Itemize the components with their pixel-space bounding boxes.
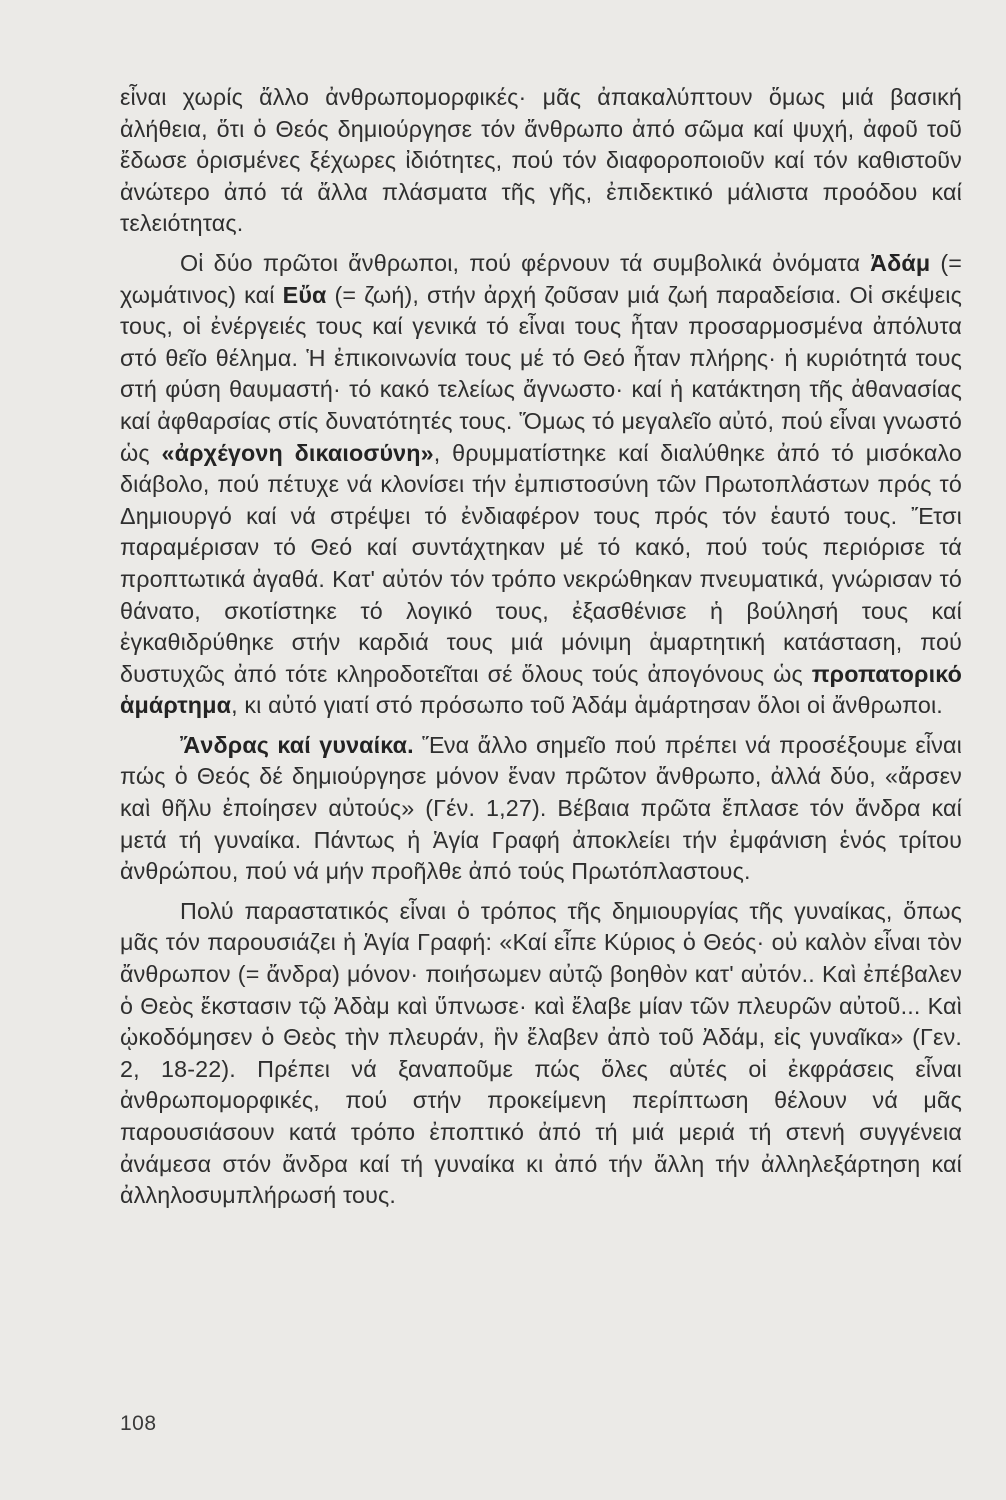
body-text (120, 82, 962, 1212)
text-run: Οἱ δύο πρῶτοι ἄνθρωποι, πού φέρνουν τά συμβολικά ὀνόματα (180, 249, 871, 276)
paragraph-1 (120, 82, 962, 240)
paragraph-2 (120, 248, 962, 722)
paragraph-gap (120, 240, 962, 248)
emphasis-text: προπατορικό ἁμάρτημα (120, 660, 962, 719)
paragraph-gap (120, 888, 962, 896)
text-run: Πολύ παραστατικός εἶναι ὁ τρόπος τῆς δημιουργίας τῆς γυναίκας, ὅπως μᾶς τόν παρουσιάζει ἡ Ἁγία Γραφή: «Καί εἶπε Κύριος ὁ Θεός· οὐ καλὸν εἶναι τὸν ἄνθρωπον (= ἄνδρα) μόνον· ποιήσωμεν αὐτῷ βοηθὸν κατ' αὐτόν.. Καὶ ἐπέβαλεν ὁ Θεὸς ἔκστασιν τῷ Ἀδὰμ καὶ ὕπνωσε· καὶ ἔλαβε μίαν τῶν πλευρῶν αὐτοῦ... Καὶ ᾠκοδόμησεν ὁ Θεὸς τὴν πλευράν, ἣν ἔλαβεν ἀπὸ τοῦ Ἀδάμ, εἰς γυναῖκα» (Γεν. 2, 18-22). Πρέπει νά ξαναποῦμε πώς ὅλες αὐτές οἱ ἐκφράσεις εἶναι ἀνθρωπομορφικές, πού στήν προκείμενη περίπτωση θέλουν νά μᾶς παρουσιάσουν κατά τρόπο ἐποπτικό ἀπό τή μιά μεριά τή στενή συγγένεια ἀνάμεσα στόν ἄνδρα καί τή γυναίκα κι ἀπό τήν ἄλλη τήν ἀλληλεξάρτηση καί ἀλληλοσυμπλήρωσή τους. (120, 897, 962, 1209)
text-run: , κι αὐτό γιατί στό πρόσωπο τοῦ Ἀδάμ ἁμάρτησαν ὅλοι οἱ ἄνθρωποι. (231, 692, 943, 719)
emphasis-text: «ἀρχέγονη δικαιοσύνη» (161, 439, 434, 466)
text-run: Ἕνα ἄλλο σημεῖο πού πρέπει νά προσέξουμε εἶναι πώς ὁ Θεός δέ δημιούργησε μόνον ἕναν πρῶτον ἄνθρωπο, ἀλλά δύο, «ἄρσεν καὶ θῆλυ ἐποίησεν αὐτούς» (Γέν. 1,27). Βέβαια πρῶτα ἔπλασε τόν ἄνδρα καί μετά τή γυναίκα. Πάντως ἡ Ἁγία Γραφή ἀποκλείει τήν ἐμφάνιση ἑνός τρίτου ἀνθρώπου, πού νά μήν προῆλθε ἀπό τούς Πρωτόπλαστους. (120, 731, 962, 885)
paragraph-3 (120, 730, 962, 888)
text-run: , θρυμματίστηκε καί διαλύθηκε ἀπό τό μισόκαλο διάβολο, πού πέτυχε νά κλονίσει τήν ἐμπιστοσύνη τῶν Πρωτοπλάστων πρός τό Δημιουργό καί νά στρέψει τό ἐνδιαφέρον τους πρός τόν ἑαυτό τους. Ἔτσι παραμέρισαν τό Θεό καί συντάχτηκαν μέ τό κακό, πού τούς περιόρισε τά προπτωτικά ἀγαθά. Κατ' αὐτόν τόν τρόπο νεκρώθηκαν πνευματικά, γνώρισαν τό θάνατο, σκοτίστηκε τό λογικό τους, ἐξασθένισε ἡ βούλησή τους καί ἐγκαθιδρύθηκε στήν καρδιά τους μιά μόνιμη ἁμαρτητική κατάσταση, πού δυστυχῶς ἀπό τότε κληροδοτεῖται σέ ὅλους τούς ἀπογόνους ὡς (120, 439, 962, 687)
text-run: (= χωμάτινος) καί (120, 249, 962, 308)
emphasis-text: Ἄνδρας καί γυναίκα. (180, 731, 414, 758)
text-run: (= ζωή), στήν ἀρχή ζοῦσαν μιά ζωή παραδείσια. Οἱ σκέψεις τους, οἱ ἐνέργειές τους καί γενικά τό εἶναι τους ἦταν προσαρμοσμένα ἀπόλυτα στό θεῖο θέλημα. Ἡ ἐπικοινωνία τους μέ τό Θεό ἦταν πλήρης· ἡ κυριότητά τους στή φύση θαυμαστή· τό κακό τελείως ἄγνωστο· καί ἡ κατάκτηση τῆς ἀθανασίας καί ἀφθαρσίας στίς δυνατότητές τους. Ὅμως τό μεγαλεῖο αὐτό, πού εἶναι γνωστό ὡς (120, 281, 962, 466)
paragraph-gap (120, 722, 962, 730)
text-run: εἶναι χωρίς ἄλλο ἀνθρωπομορφικές· μᾶς ἀπακαλύπτουν ὅμως μιά βασική ἀλήθεια, ὅτι ὁ Θεός δημιούργησε τόν ἄνθρωπο ἀπό σῶμα καί ψυχή, ἀφοῦ τοῦ ἔδωσε ὁρισμένες ξέχωρες ἰδιότητες, πού τόν διαφοροποιοῦν καί τόν καθιστοῦν ἀνώτερο ἀπό τά ἄλλα πλάσματα τῆς γῆς, ἐπιδεκτικό μάλιστα προόδου καί τελειότητας. (120, 84, 962, 237)
emphasis-text: Ἀδάμ (870, 249, 931, 276)
page-number: 108 (120, 1412, 157, 1435)
emphasis-text: Εὔα (282, 281, 327, 308)
paragraph-4 (120, 896, 962, 1212)
